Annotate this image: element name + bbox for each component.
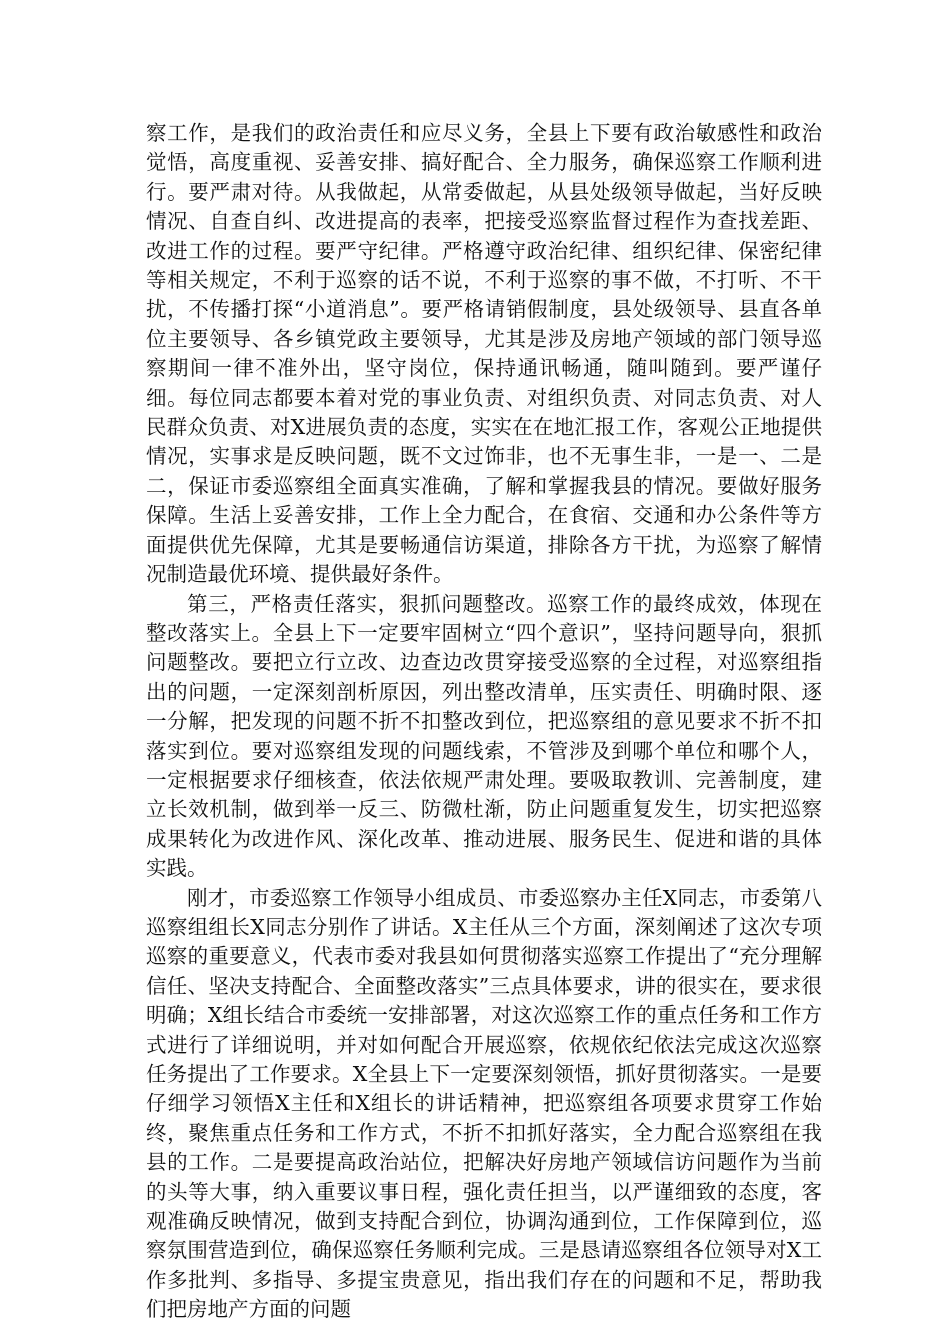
document-page (146, 119, 822, 1325)
paragraph-third-point: 第三，严格责任落实，狠抓问题整改。巡察工作的最终成效，体现在整改落实上。全县上下一定要牢固树立“四个意识”，坚持问题导向，狠抓问题整改。要把立行立改、边查边改贯穿接受巡察的全过程，对巡察组指出的问题，一定深刻剖析原因，列出整改清单，压实责任、明确时限、逐一分解，把发现的问题不折不扣整改到位，把巡察组的意见要求不折不扣落实到位。要对巡察组发现的问题线索，不管涉及到哪个单位和哪个人，一定根据要求仔细核查，依法依规严肃处理。要吸取教训、完善制度，建立长效机制，做到举一反三、防微杜渐，防止问题重复发生，切实把巡察成果转化为改进作风、深化改革、推动进展、服务民生、促进和谐的具体实践。 (146, 591, 822, 881)
paragraph-closing: 刚才，市委巡察工作领导小组成员、市委巡察办主任X同志，市委第八巡察组组长X同志分别作了讲话。X主任从三个方面，深刻阐述了这次专项巡察的重要意义，代表市委对我县如何贯彻落实巡察工作提出了“充分理解信任、坚决支持配合、全面整改落实”三点具体要求，讲的很实在，要求很明确；X组长结合市委统一安排部署，对这次巡察工作的重点任务和工作方式进行了详细说明，并对如何配合开展巡察，依规依纪依法完成这次巡察任务提出了工作要求。X全县上下一定要深刻领悟，抓好贯彻落实。一是要仔细学习领悟X主任和X组长的讲话精神，把巡察组各项要求贯穿工作始终，聚焦重点任务和工作方式，不折不扣抓好落实，全力配合巡察组在我县的工作。二是要提高政治站位，把解决好房地产领域信访问题作为当前的头等大事，纳入重要议事日程，强化责任担当，以严谨细致的态度，客观准确反映情况，做到支持配合到位，协调沟通到位，工作保障到位，巡察氛围营造到位，确保巡察任务顺利完成。三是恳请巡察组各位领导对X工作多批判、多指导、多提宝贵意见，指出我们存在的问题和不足，帮助我们把房地产方面的问题 (146, 885, 822, 1322)
paragraph-continuation: 察工作，是我们的政治责任和应尽义务，全县上下要有政治敏感性和政治觉悟，高度重视、妥善安排、搞好配合、全力服务，确保巡察工作顺利进行。要严肃对待。从我做起，从常委做起，从县处级领导做起，当好反映情况、自查自纠、改进提高的表率，把接受巡察监督过程作为查找差距、改进工作的过程。要严守纪律。严格遵守政治纪律、组织纪律、保密纪律等相关规定，不利于巡察的话不说，不利于巡察的事不做，不打听、不干扰，不传播打探“小道消息”。要严格请销假制度，县处级领导、县直各单位主要领导、各乡镇党政主要领导，尤其是涉及房地产领域的部门领导巡察期间一律不准外出，坚守岗位，保持通讯畅通，随叫随到。要严谨仔细。每位同志都要本着对党的事业负责、对组织负责、对同志负责、对人民群众负责、对X进展负责的态度，实实在在地汇报工作，客观公正地提供情况，实事求是反映问题，既不文过饰非，也不无事生非，一是一、二是二，保证市委巡察组全面真实准确，了解和掌握我县的情况。要做好服务保障。生活上妥善安排，工作上全力配合，在食宿、交通和办公条件等方面提供优先保障，尤其是要畅通信访渠道，排除各方干扰，为巡察了解情况制造最优环境、提供最好条件。 (146, 121, 822, 587)
